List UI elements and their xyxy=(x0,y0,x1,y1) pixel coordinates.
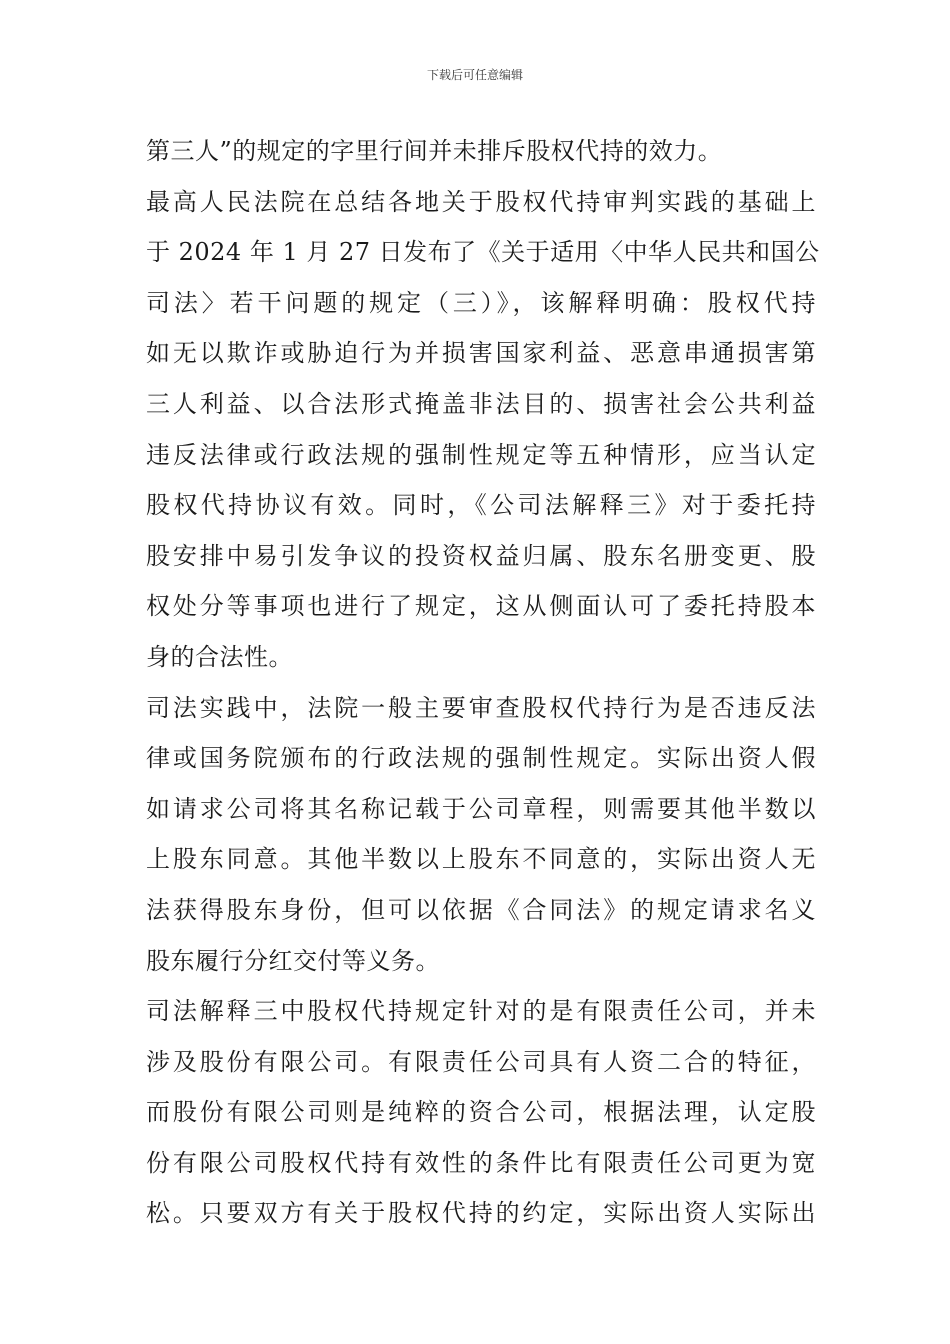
paragraph xyxy=(146,126,816,177)
text-line: 律或国务院颁布的行政法规的强制性规定。实际出资人假 xyxy=(146,744,816,773)
text-line: 份有限公司股权代持有效性的条件比有限责任公司更为宽 xyxy=(146,1148,816,1177)
text-line: 司法实践中，法院一般主要审查股权代持行为是否违反法 xyxy=(146,693,816,722)
text-line: 第三人”的规定的字里行间并未排斥股权代持的效力。 xyxy=(146,137,723,165)
text-line: 股权代持协议有效。同时，《公司法解释三》对于委托持 xyxy=(146,491,816,520)
text-line: 司法〉若干问题的规定（三）》，该解释明确：股权代持 xyxy=(146,288,816,317)
document-body xyxy=(146,126,820,1239)
text-line: 于 2024 年 1 月 27 日发布了《关于适用〈中华人民共和国公 xyxy=(146,238,820,267)
page-header: 下载后可任意编辑 xyxy=(426,68,523,82)
text-line: 身的合法性。 xyxy=(146,642,293,671)
text-line: 三人利益、以合法形式掩盖非法目的、损害社会公共利益 xyxy=(146,389,816,418)
text-line: 涉及股份有限公司。有限责任公司具有人资二合的特征， xyxy=(146,1047,816,1076)
text-line: 上股东同意。其他半数以上股东不同意的，实际出资人无 xyxy=(146,845,816,874)
text-line: 如无以欺诈或胁迫行为并损害国家利益、恶意串通损害第 xyxy=(146,339,816,368)
text-line: 权处分等事项也进行了规定，这从侧面认可了委托持股本 xyxy=(146,592,816,621)
text-line: 股东履行分红交付等义务。 xyxy=(146,946,440,975)
text-line: 司法解释三中股权代持规定针对的是有限责任公司，并未 xyxy=(146,997,816,1026)
text-line: 股安排中易引发争议的投资权益归属、股东名册变更、股 xyxy=(146,541,816,570)
text-line: 而股份有限公司则是纯粹的资合公司，根据法理，认定股 xyxy=(146,1098,816,1127)
text-line: 法获得股东身份，但可以依据《合同法》的规定请求名义 xyxy=(146,895,816,924)
text-line: 最高人民法院在总结各地关于股权代持审判实践的基础上 xyxy=(146,187,816,216)
text-line: 松。只要双方有关于股权代持的约定，实际出资人实际出 xyxy=(146,1199,816,1228)
paragraph xyxy=(146,683,816,987)
paragraph xyxy=(146,177,820,683)
text-line: 违反法律或行政法规的强制性规定等五种情形，应当认定 xyxy=(146,440,816,469)
paragraph xyxy=(146,986,816,1239)
text-line: 如请求公司将其名称记载于公司章程，则需要其他半数以 xyxy=(146,794,816,823)
